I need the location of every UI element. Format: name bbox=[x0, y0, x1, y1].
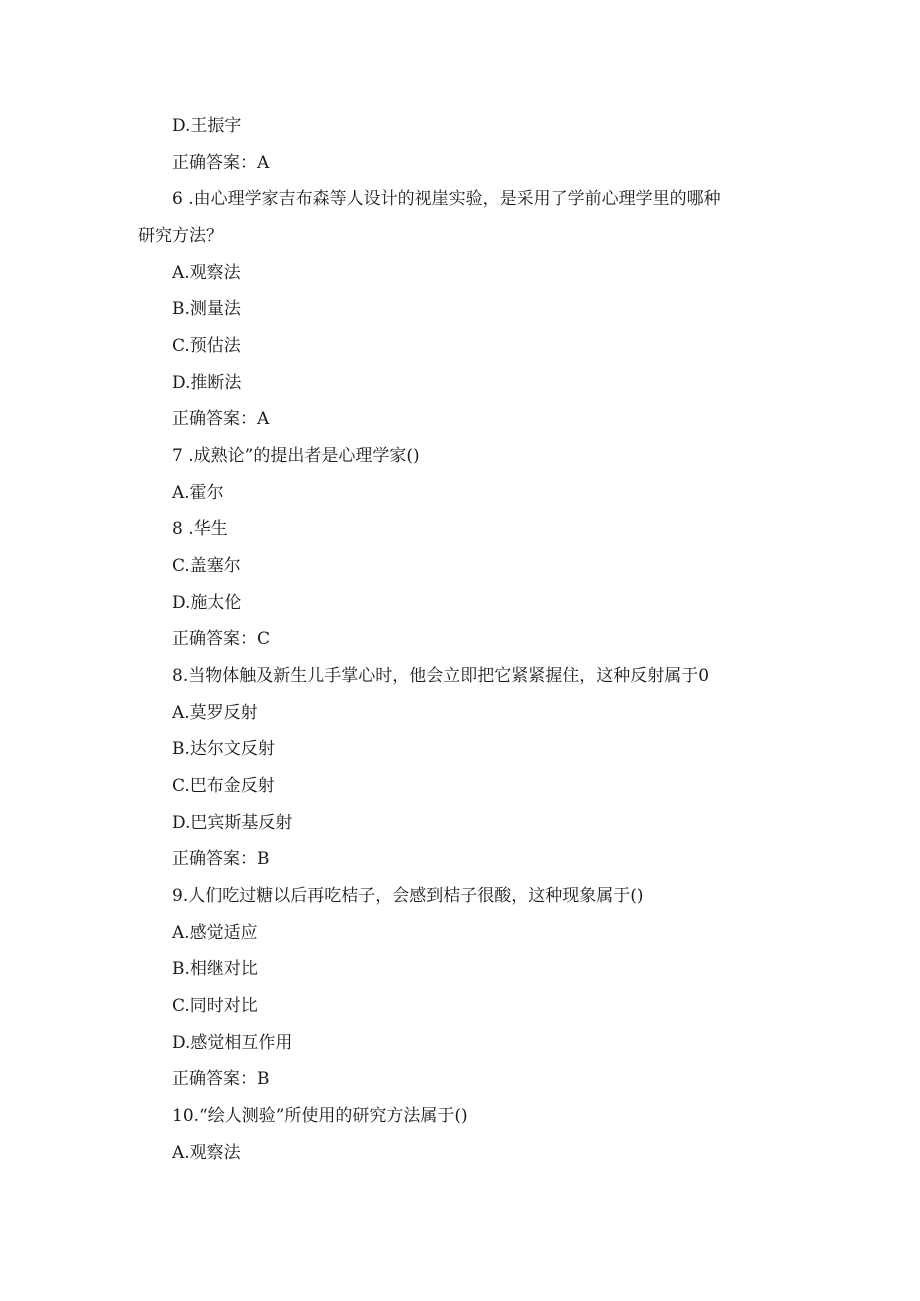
question-6: 6 .由心理学家吉布森等人设计的视崖实验，是采用了学前心理学里的哪种 bbox=[172, 189, 721, 209]
option-d-q7: D.施太伦 bbox=[172, 593, 242, 613]
question-9: 9.人们吃过糖以后再吃桔子，会感到桔子很酸，这种现象属于() bbox=[172, 886, 644, 906]
option-c-q7: C.盖塞尔 bbox=[172, 556, 241, 576]
option-d-q6: D.推断法 bbox=[172, 373, 242, 393]
option-b-q8: B.达尔文反射 bbox=[172, 739, 275, 759]
option-a-q8: A.莫罗反射 bbox=[172, 703, 258, 723]
option-b-q7: 8 .华生 bbox=[172, 519, 228, 539]
answer-q9: 正确答案：B bbox=[172, 1069, 270, 1089]
option-d-q5: D.王振宇 bbox=[172, 116, 242, 136]
option-a-q6: A.观察法 bbox=[172, 263, 241, 283]
question-7: 7 .成熟论”的提出者是心理学家() bbox=[172, 446, 420, 466]
option-a-q7: A.霍尔 bbox=[172, 483, 224, 503]
option-b-q6: B.测量法 bbox=[172, 299, 241, 319]
answer-q5: 正确答案：A bbox=[172, 153, 270, 173]
option-a-q9: A.感觉适应 bbox=[172, 923, 258, 943]
question-6-continued: 研究方法？ bbox=[138, 226, 223, 246]
answer-q7: 正确答案：C bbox=[172, 629, 271, 649]
option-c-q6: C.预估法 bbox=[172, 336, 241, 356]
option-a-q10: A.观察法 bbox=[172, 1143, 241, 1163]
option-c-q8: C.巴布金反射 bbox=[172, 776, 275, 796]
option-d-q9: D.感觉相互作用 bbox=[172, 1033, 293, 1053]
answer-q6: 正确答案：A bbox=[172, 409, 270, 429]
option-b-q9: B.相继对比 bbox=[172, 959, 258, 979]
answer-q8: 正确答案：B bbox=[172, 849, 270, 869]
question-10: 10.“绘人测验”所使用的研究方法属于() bbox=[172, 1106, 468, 1126]
option-d-q8: D.巴宾斯基反射 bbox=[172, 813, 293, 833]
option-c-q9: C.同时对比 bbox=[172, 996, 258, 1016]
question-8: 8.当物体触及新生儿手掌心时，他会立即把它紧紧握住，这种反射属于0 bbox=[172, 666, 710, 686]
